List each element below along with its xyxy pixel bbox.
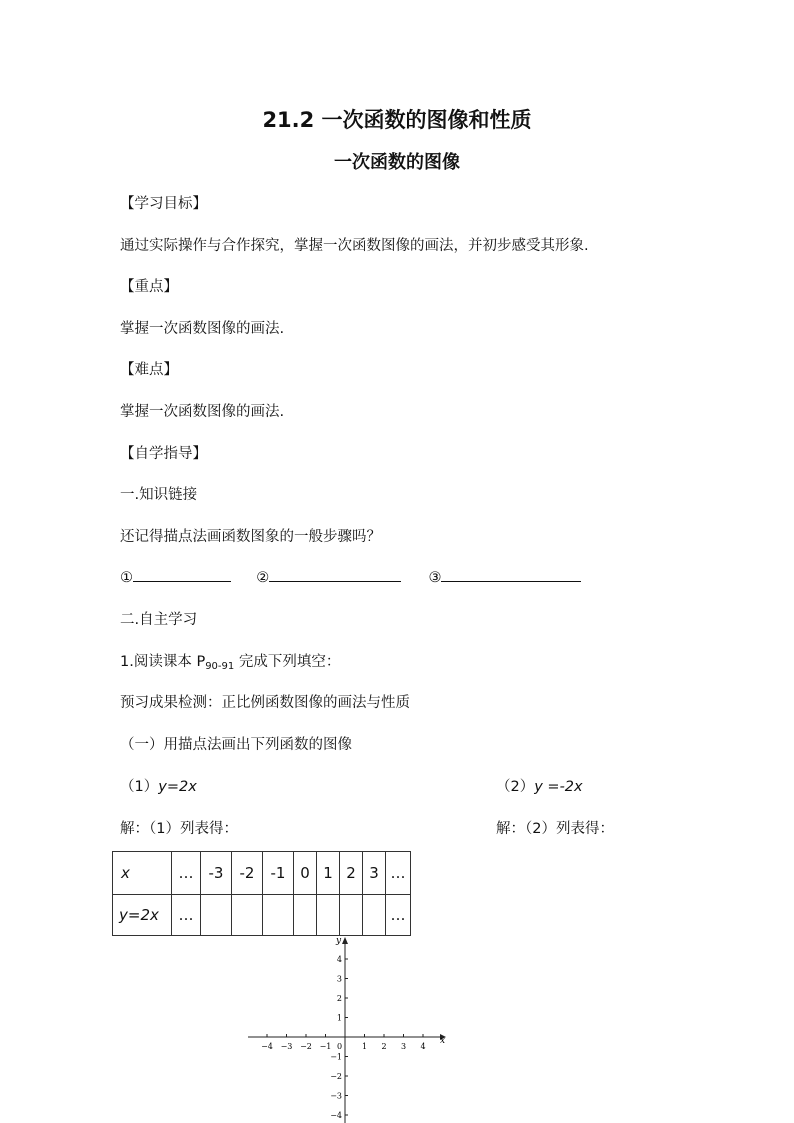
x-axis-label: x (440, 1036, 446, 1046)
table-cell: … (172, 852, 201, 895)
reading-prefix: 1.阅读课本 P (120, 654, 206, 670)
table-cell: … (172, 895, 201, 936)
origin-label: 0 (337, 1042, 343, 1051)
table-cell: -3 (201, 852, 232, 895)
y-tick-label: 3 (336, 974, 342, 984)
steps-fill-blanks (120, 567, 581, 586)
function-2-number: （2） (496, 779, 535, 795)
goal-text: 通过实际操作与合作探究，掌握一次函数图像的画法，并初步感受其形象. (120, 238, 589, 254)
function-1-number: （1） (120, 779, 159, 795)
step-blank-3[interactable] (441, 567, 581, 582)
function-2 (496, 775, 583, 796)
step-label-1: ① (120, 570, 133, 586)
step-label-3: ③ (428, 570, 442, 586)
x-tick-label: 4 (420, 1042, 426, 1051)
page-title: 21.2 一次函数的图像和性质 (262, 108, 532, 132)
goal-heading: 【学习目标】 (120, 196, 207, 212)
table-cell-blank[interactable] (232, 895, 263, 936)
page-subtitle: 一次函数的图像 (334, 152, 460, 173)
function-2-expression: y =-2x (534, 779, 583, 795)
difficulty-text: 掌握一次函数图像的画法. (120, 404, 285, 420)
function-1-expression: y=2x (158, 779, 197, 795)
table-cell: … (386, 852, 411, 895)
x-tick-label: 2 (381, 1042, 387, 1051)
y-tick-label: −1 (330, 1052, 342, 1062)
solution-1-label: 解：（1）列表得： (120, 821, 238, 837)
solution-2-label: 解：（2）列表得： (496, 821, 614, 837)
table-cell: … (386, 895, 411, 936)
table-cell-blank[interactable] (317, 895, 340, 936)
table-cell: 2 (340, 852, 363, 895)
y-tick-label: −3 (330, 1091, 342, 1101)
table-cell-blank[interactable] (340, 895, 363, 936)
table-row-x (113, 852, 411, 895)
step-blank-1[interactable] (133, 567, 231, 582)
reading-instruction (120, 650, 340, 671)
coordinate-plane (240, 932, 450, 1123)
task-text: （一）用描点法画出下列函数的图像 (120, 737, 352, 753)
table-cell: -2 (232, 852, 263, 895)
reading-suffix: 完成下列填空： (234, 654, 341, 670)
table-cell: 1 (317, 852, 340, 895)
x-tick-label: 3 (400, 1042, 407, 1051)
x-tick-label: −2 (300, 1042, 312, 1051)
key-heading: 【重点】 (120, 279, 178, 295)
difficulty-heading: 【难点】 (120, 362, 178, 378)
x-tick-label: −1 (319, 1042, 332, 1051)
value-table (112, 851, 411, 936)
x-tick-label: 1 (361, 1042, 368, 1051)
part1-question: 还记得描点法画函数图象的一般步骤吗？ (120, 529, 381, 545)
y-axis-arrow (342, 937, 348, 944)
table-cell: -1 (263, 852, 294, 895)
step-blank-2[interactable] (269, 567, 401, 582)
table-cell: 0 (294, 852, 317, 895)
x-tick-label: −3 (280, 1042, 293, 1051)
table-header-x: x (113, 852, 172, 895)
table-cell-blank[interactable] (263, 895, 294, 936)
guide-heading: 【自学指导】 (120, 446, 207, 462)
preview-text: 预习成果检测：正比例函数图像的画法与性质 (120, 695, 410, 711)
part2-heading: 二.自主学习 (120, 612, 198, 628)
step-label-2: ② (256, 570, 270, 586)
y-tick-label: −4 (330, 1111, 342, 1120)
part1-heading: 一.知识链接 (120, 487, 198, 503)
y-tick-label: 2 (336, 994, 342, 1003)
table-header-y: y=2x (113, 895, 172, 936)
x-tick-label: −4 (261, 1042, 273, 1051)
table-row-y (113, 895, 411, 936)
y-tick-label: 1 (336, 1013, 342, 1023)
table-cell-blank[interactable] (201, 895, 232, 936)
table-cell: 3 (363, 852, 386, 895)
table-cell-blank[interactable] (363, 895, 386, 936)
y-tick-label: −2 (330, 1072, 342, 1081)
y-tick-label: 4 (336, 955, 342, 964)
key-text: 掌握一次函数图像的画法. (120, 321, 285, 337)
reading-pages: 90-91 (205, 661, 235, 672)
y-axis-label: y (336, 936, 342, 946)
table-cell-blank[interactable] (294, 895, 317, 936)
function-1 (120, 775, 197, 796)
